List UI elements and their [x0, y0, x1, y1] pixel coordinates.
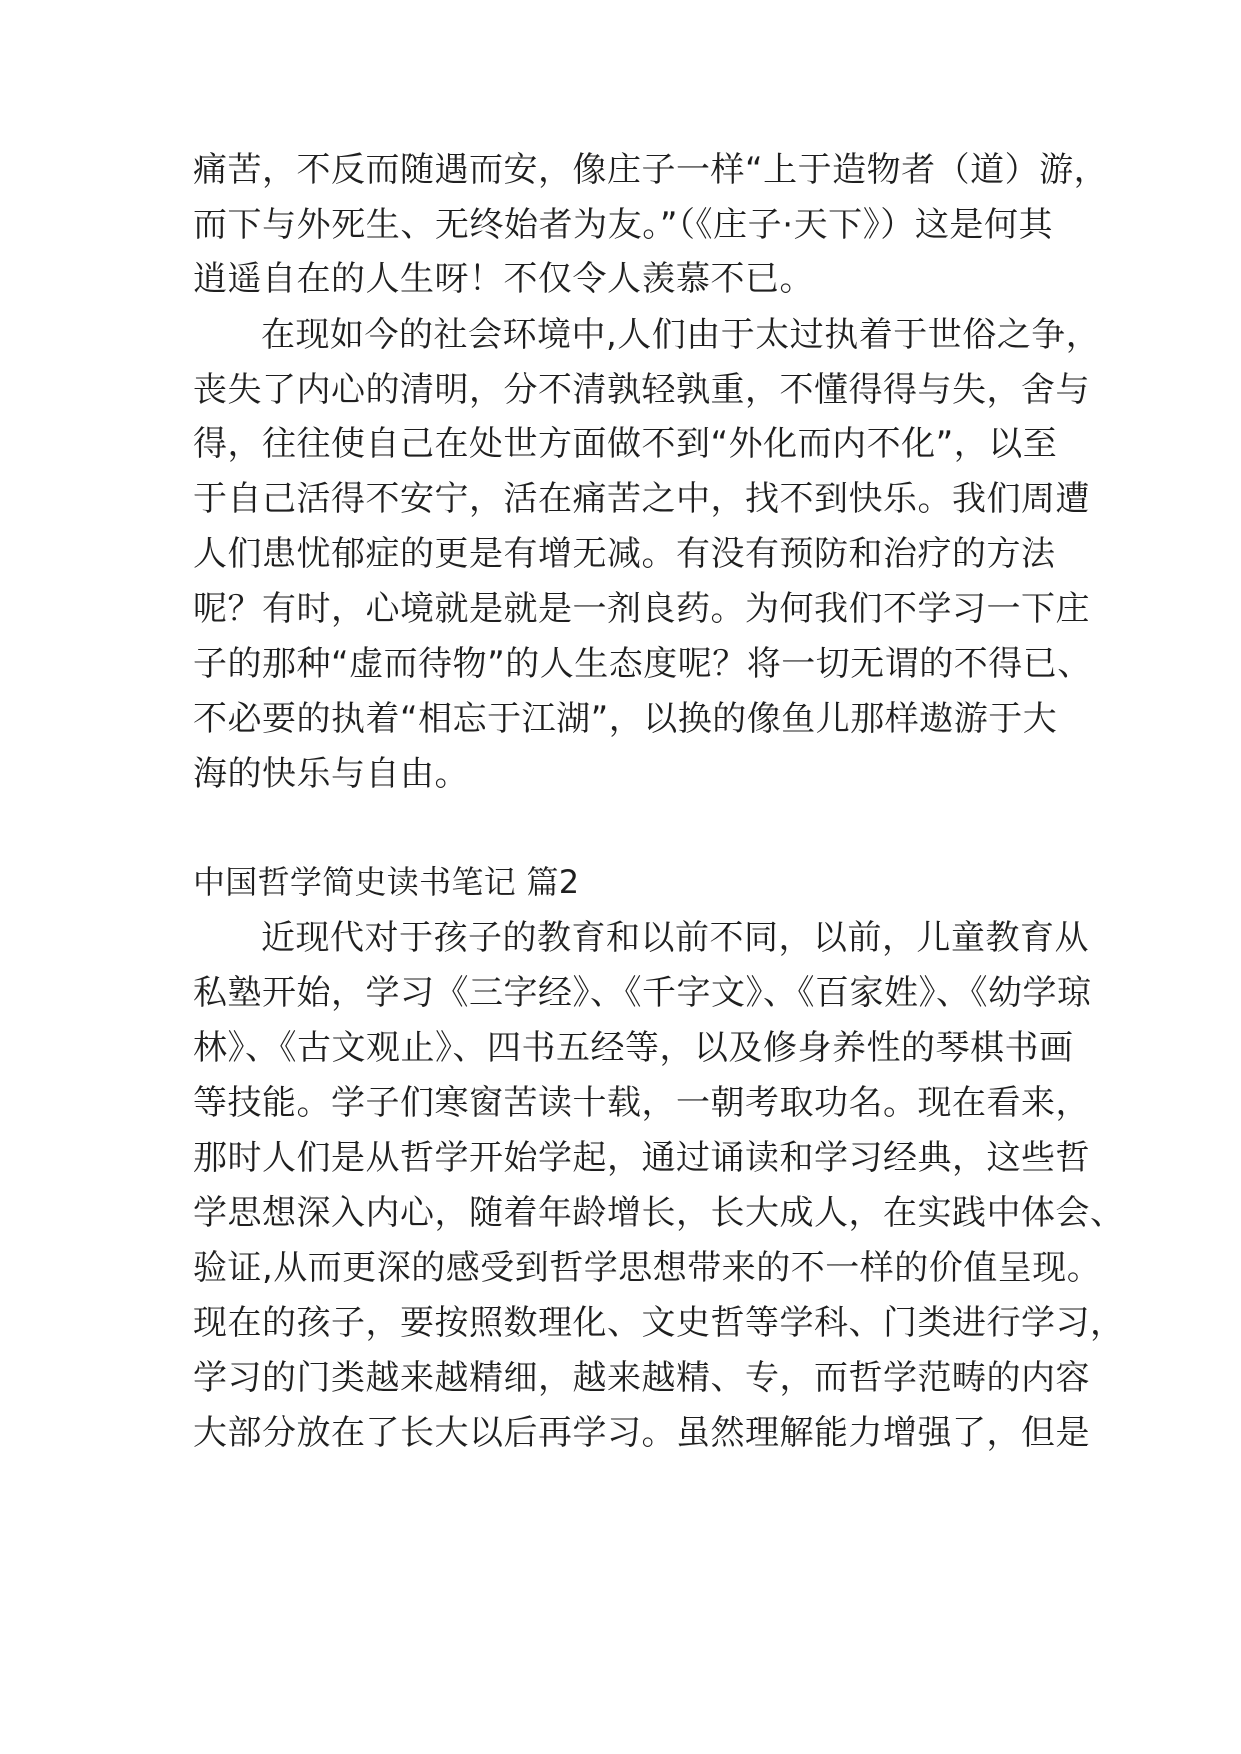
section-heading: 中国哲学简史读书笔记 篇2 — [193, 863, 580, 901]
paragraph-2-line-1: 在现如今的社会环境中,人们由于太过执着于世俗之争， — [261, 315, 1101, 355]
paragraph-2-line-5: 人们患忧郁症的更是有增无减。有没有预防和治疗的方法 — [193, 534, 1056, 574]
paragraph-3-line-4: 等技能。学子们寒窗苦读十载，一朝考取功名。现在看来， — [193, 1083, 1090, 1123]
paragraph-3-line-1: 近现代对于孩子的教育和以前不同，以前，儿童教育从 — [261, 918, 1089, 958]
paragraph-3-line-2: 私塾开始，学习《三字经》、《千字文》、《百家姓》、《幼学琼 — [193, 973, 1092, 1013]
paragraph-1-line-3: 逍遥自在的人生呀！不仅令人羡慕不已。 — [193, 259, 814, 299]
paragraph-2-line-6: 呢？有时，心境就是就是一剂良药。为何我们不学习一下庄 — [193, 589, 1090, 629]
paragraph-3-line-9: 学习的门类越来越精细，越来越精、专，而哲学范畴的内容 — [193, 1358, 1090, 1398]
paragraph-3-line-6: 学思想深入内心，随着年龄增长，长大成人，在实践中体会、 — [193, 1193, 1125, 1233]
paragraph-2-line-8: 不必要的执着“相忘于江湖”，以换的像鱼儿那样遨游于大 — [193, 699, 1058, 739]
paragraph-2-line-9: 海的快乐与自由。 — [193, 754, 469, 794]
paragraph-1-line-2: 而下与外死生、无终始者为友。”（《庄子·天下》）这是何其 — [193, 205, 1053, 245]
paragraph-2-line-7: 子的那种“虚而待物”的人生态度呢？将一切无谓的不得已、 — [193, 644, 1092, 684]
paragraph-2-line-2: 丧失了内心的清明，分不清孰轻孰重，不懂得得与失，舍与 — [193, 370, 1090, 410]
paragraph-3-line-8: 现在的孩子，要按照数理化、文史哲等学科、门类进行学习， — [193, 1303, 1125, 1343]
paragraph-1-line-1: 痛苦，不反而随遇而安，像庄子一样“上于造物者（道）游， — [193, 150, 1109, 190]
paragraph-2-line-3: 得，往往使自己在处世方面做不到“外化而内不化”，以至 — [193, 424, 1058, 464]
paragraph-3-line-10: 大部分放在了长大以后再学习。虽然理解能力增强了，但是 — [193, 1413, 1090, 1453]
paragraph-2-line-4: 于自己活得不安宁，活在痛苦之中，找不到快乐。我们周遭 — [193, 479, 1090, 519]
paragraph-3-line-3: 林》、《古文观止》、四书五经等，以及修身养性的琴棋书画 — [193, 1028, 1074, 1068]
paragraph-3-line-7: 验证,从而更深的感受到哲学思想带来的不一样的价值呈现。 — [193, 1248, 1102, 1288]
paragraph-3-line-5: 那时人们是从哲学开始学起，通过诵读和学习经典，这些哲 — [193, 1138, 1090, 1178]
